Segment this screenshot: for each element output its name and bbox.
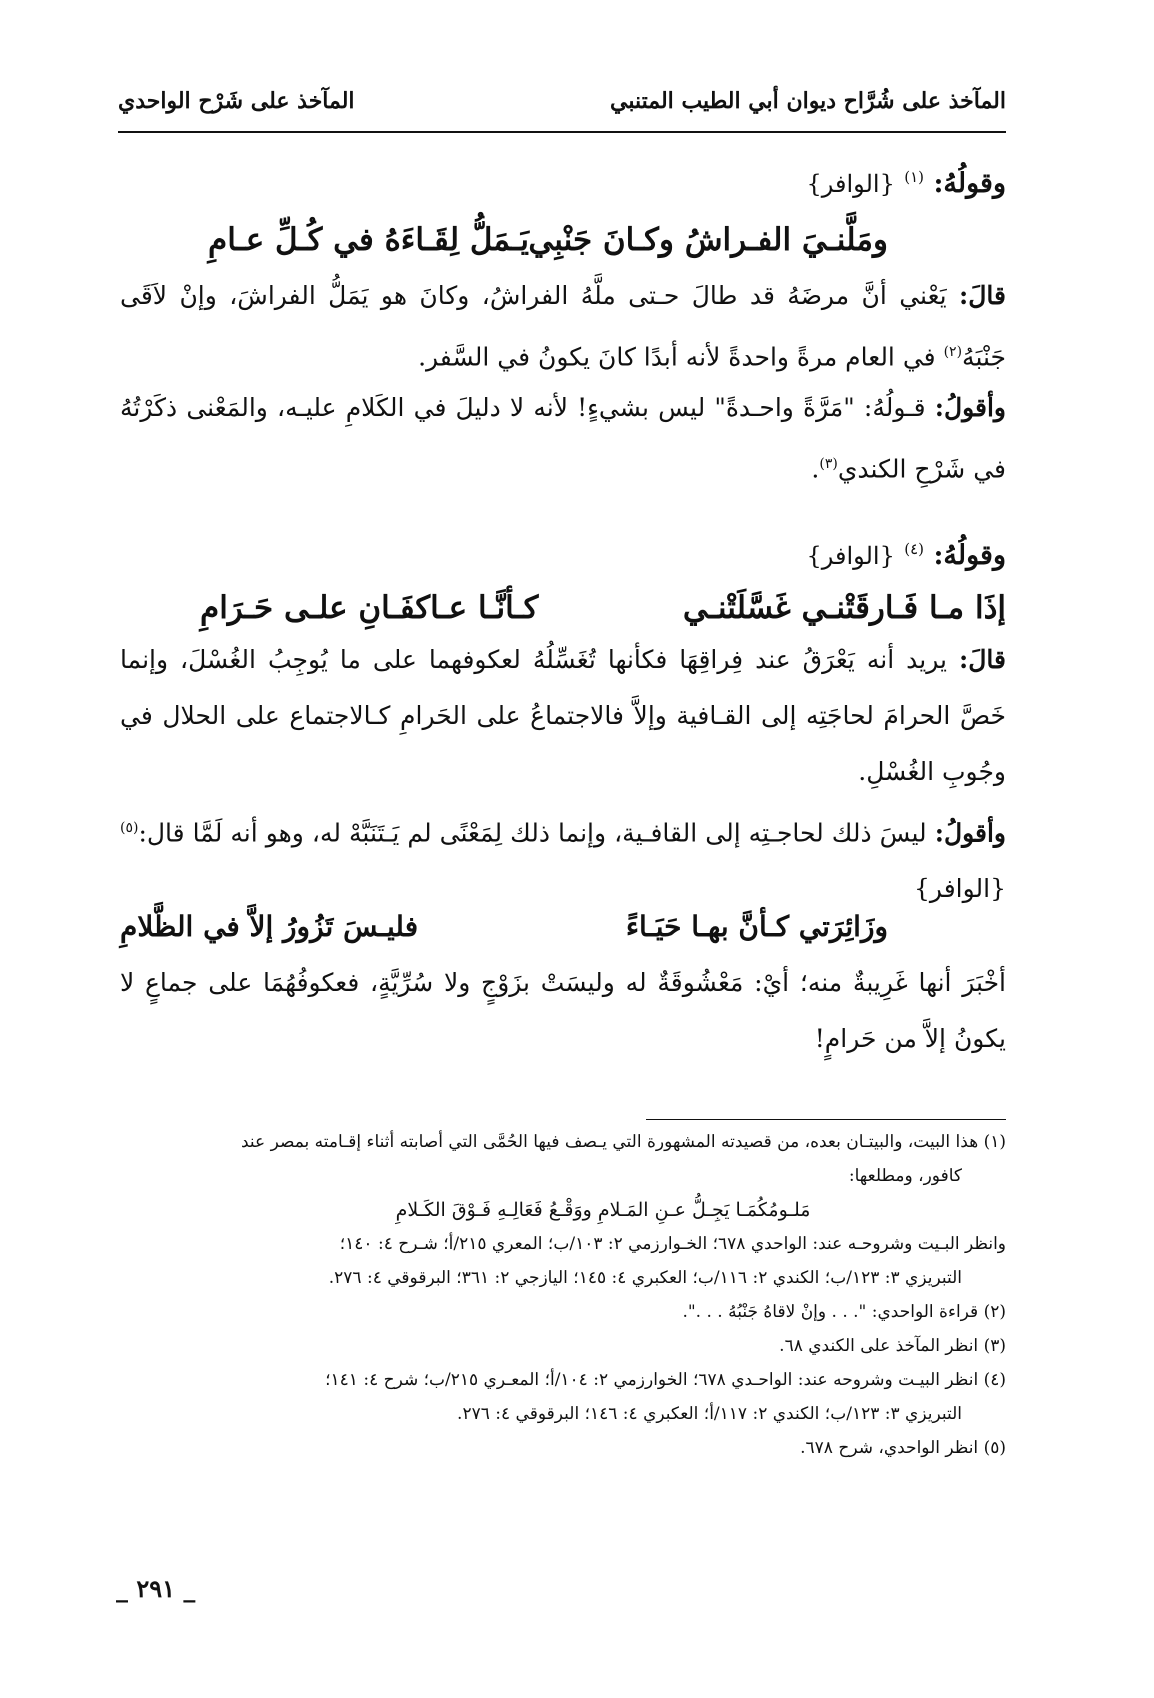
- footnotes: [120, 1125, 1006, 1465]
- footnote-ref-4[interactable]: (٤): [904, 540, 925, 558]
- section-2-aqul: [120, 800, 1006, 917]
- footnote-number: (٤): [983, 1370, 1006, 1390]
- aqul-label: وأقولُ:: [934, 818, 1006, 848]
- header-book-title: المآخذ على شُرَّاح ديوان أبي الطيب المتنبي: [610, 88, 1006, 114]
- section-1-aqul: [120, 380, 1006, 497]
- aqul-end: .: [811, 454, 820, 484]
- footnote-ref-5[interactable]: (٥): [120, 820, 139, 836]
- footnote-text: التبريزي ٣: ١٢٣/ب؛ الكندي ٢: ١١٧/أ؛ العكبري ٤: ١٤٦؛ البرقوقي ٤: ٢٧٦.: [457, 1404, 962, 1424]
- qala-label: قالَ:: [959, 645, 1006, 674]
- aqul-text: قـولُهُ: "مَرَّةً واحـدةً" ليس بشيءٍ! لأنه لا دليلَ في الكَلامِ عليـه، والمَعْنى ذكَرْتُهُ في شَرْحِ الكندي: [120, 393, 1006, 484]
- meter-label: {الوافر}: [806, 170, 895, 198]
- qala-text-continued: في العام مرةً واحدةً لأنه أبدًا كانَ يكونُ في السَّفر.: [418, 342, 936, 372]
- section-2-closing: أخْبَرَ أنها غَرِيبةٌ منه؛ أيْ: مَعْشُوقَةٌ له وليسَتْ بزَوْجٍ ولا سُرِّيَّةٍ، فعكوفُهُمَا على جماعٍ لا يكونُ إلاَّ من حَرامٍ!: [120, 968, 1006, 1053]
- footnote-ref-1[interactable]: (١): [904, 168, 925, 186]
- footnote-text: انظر المآخذ على الكندي ٦٨.: [779, 1336, 979, 1356]
- meter-label: {الوافر}: [914, 874, 1006, 904]
- footnote-4: [120, 1363, 1006, 1431]
- header-chapter-title: المآخذ على شَرْح الواحدي: [118, 88, 355, 114]
- footnote-3: [120, 1329, 1006, 1363]
- verse-1-second-hemistich: يَـمَلُّ لِقَـاءَهُ في كُـلِّ عـامِ: [208, 222, 529, 258]
- verse-1-first-hemistich: ومَلَّنـيَ الفـراشُ وكـانَ جَنْبِي: [528, 222, 888, 258]
- section-2-qala: [120, 632, 1006, 800]
- footnote-ref-2[interactable]: (٢): [943, 344, 963, 360]
- verse-3-first-hemistich: وزَائِرَتي كـأنَّ بهـا حَيَـاءً: [625, 910, 888, 943]
- footnote-text: كافور، ومطلعها:: [848, 1166, 962, 1186]
- footnote-text: هذا البيت، والبيتـان بعده، من قصيدته المشهورة التي يـصف فيها الحُمَّى التي أصابته أثناء إقـامته بمصر عند: [241, 1132, 979, 1152]
- footnote-text: انظر البيـت وشروحه عند: الواحـدي ٦٧٨؛ الخوارزمي ٢: ١٠٤/أ؛ المعـري ٢١٥/ب؛ شرح ٤: ١٤١؛: [325, 1370, 979, 1390]
- intro-label: وقولُهُ:: [933, 168, 1006, 199]
- section-2-intro: [807, 540, 1006, 571]
- running-header: [118, 88, 1006, 124]
- verse-3-second-hemistich: فليـسَ تَزُورُ إلاَّ في الظَّلامِ: [120, 910, 419, 943]
- footnote-text: التبريزي ٣: ١٢٣/ب؛ الكندي ٢: ١١٦/ب؛ العكبري ٤: ١٤٥؛ اليازجي ٢: ٣٦١؛ البرقوقي ٤: ٢٧٦.: [328, 1268, 962, 1288]
- page-number: _ ٢٩١ _: [116, 1574, 196, 1603]
- qala-text: يَعْني أنَّ مرضَهُ قد طالَ حـتى ملَّهُ الفراشُ، وكانَ هو يَمَلُّ الفراشَ، وإنْ لاَقَى جَنْبَهُ: [120, 281, 1006, 372]
- aqul-label: وأقولُ:: [934, 393, 1006, 422]
- section-1-intro: [807, 168, 1006, 199]
- footnote-number: (٢): [983, 1302, 1006, 1322]
- verse-2-first-hemistich: إذَا مـا فَـارقَتْنـي غَسَّلَتْنـي: [682, 590, 1006, 626]
- footnote-text: انظر الواحدي، شرح ٦٧٨.: [800, 1438, 979, 1458]
- footnote-5: [120, 1431, 1006, 1465]
- footnote-number: (٥): [983, 1438, 1006, 1458]
- footnote-number: (١): [983, 1132, 1006, 1152]
- section-1-qala: [120, 268, 1006, 385]
- footnote-1: [120, 1125, 1006, 1295]
- footnote-ref-3[interactable]: (٣): [819, 456, 838, 472]
- qala-label: قالَ:: [959, 281, 1006, 310]
- intro-label: وقولُهُ:: [933, 540, 1006, 571]
- verse-2-second-hemistich: كـأنَّـا عـاكفَـانِ علـى حَـرَامِ: [200, 590, 539, 626]
- footnote-separator: [646, 1119, 1006, 1120]
- footnote-text: وانظر البـيت وشروحـه عند: الواحدي ٦٧٨؛ الخـوارزمي ٢: ١٠٣/ب؛ المعري ٢١٥/أ؛ شـرح ٤: ١٤٠؛: [339, 1234, 1006, 1254]
- footnote-text: قراءة الواحدي: ". . . وإنْ لاقاهُ جَنْبُهُ . . .".: [682, 1302, 979, 1322]
- footnote-number: (٣): [983, 1336, 1006, 1356]
- footnote-verse: مَلـومُكُمَـا يَجِـلُّ عـنِ المَـلامِ ووَقْـعُ فَعَالِـهِ فَـوْقَ الكَـلامِ: [395, 1199, 811, 1221]
- aqul-text: ليسَ ذلك لحاجـتِه إلى القافـية، وإنما ذلك لِمَعْنًى لم يَـتَنَبَّهْ له، وهو أنه لَمَّا قال:: [138, 818, 927, 848]
- meter-label: {الوافر}: [806, 542, 895, 570]
- footnote-2: [120, 1295, 1006, 1329]
- qala-text: يريد أنه يَعْرَقُ عند فِراقِهَا فكأنها تُغَسِّلُهُ لعكوفهما على ما يُوجِبُ الغُسْلَ، وإنما خَصَّ الحرامَ لحاجَتِه إلى القـافية وإلاَّ فالاجتماعُ على الحَرامِ كـالاجتماع على الحلال في وجُوبِ الغُسْلِ.: [120, 645, 1006, 786]
- header-rule: [118, 131, 1006, 133]
